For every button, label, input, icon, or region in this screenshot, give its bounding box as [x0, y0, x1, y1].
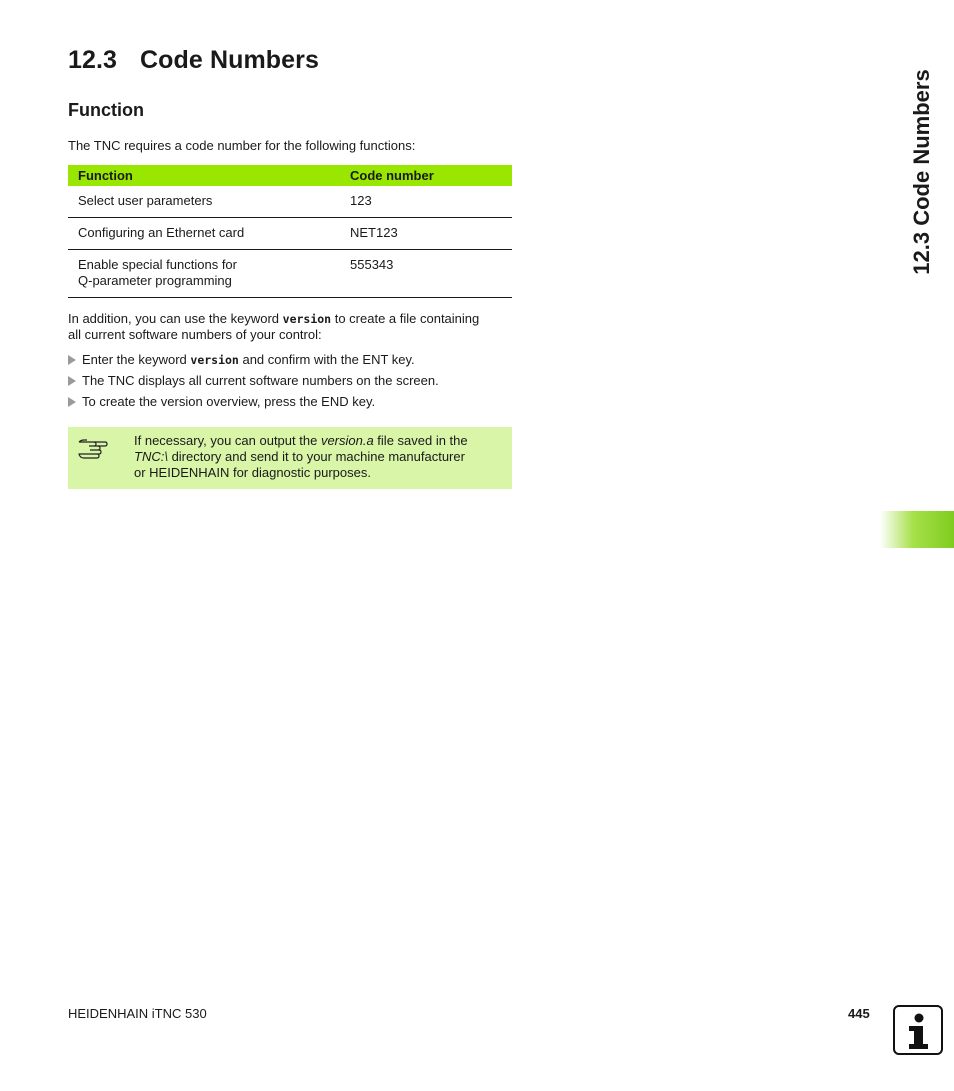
chapter-tab-marker: [880, 511, 954, 548]
paragraph-text: all current software numbers of your control:: [68, 327, 322, 342]
note-text-part: directory and send it to your machine manufacturer: [167, 449, 465, 464]
table-cell-code: 123: [340, 186, 512, 218]
keyword-version: version: [190, 353, 239, 367]
table-cell-code: 555343: [340, 250, 512, 298]
note-directory: TNC:\: [134, 449, 168, 464]
table-cell-code: NET123: [340, 218, 512, 250]
note-text-part: If necessary, you can output the: [134, 433, 321, 448]
table-cell-line: Enable special functions for: [78, 257, 237, 272]
paragraph-text: In addition, you can use the keyword: [68, 311, 283, 326]
step-item: [68, 351, 439, 372]
step-text: and confirm with the ENT key.: [238, 352, 415, 367]
pointing-hand-icon: [78, 437, 108, 459]
note-filename: version.a: [320, 433, 374, 448]
step-list: [68, 351, 439, 414]
chapter-number: 12.3: [68, 46, 118, 74]
table-header-code: Code number: [340, 165, 512, 186]
step-text: The TNC displays all current software numbers on the screen.: [82, 373, 439, 388]
intro-text: The TNC requires a code number for the following functions:: [68, 138, 416, 153]
table-row: [68, 250, 512, 298]
step-text: To create the version overview, press the END key.: [82, 394, 376, 409]
note-box: [68, 427, 512, 489]
chapter-title: [68, 46, 319, 75]
note-text: [134, 433, 504, 481]
table-cell-function: Configuring an Ethernet card: [68, 218, 340, 250]
table-cell-function: [68, 250, 340, 298]
info-glyph-icon: [895, 1007, 941, 1053]
table-row: [68, 186, 512, 218]
paragraph-text: to create a file containing: [331, 311, 480, 326]
version-paragraph: [68, 311, 514, 343]
step-item: [68, 372, 439, 393]
table-row: [68, 218, 512, 250]
chapter-title-text: Code Numbers: [140, 46, 320, 74]
keyword-version: version: [282, 312, 332, 326]
table-cell-line: Q-parameter programming: [78, 273, 232, 288]
info-icon: [893, 1005, 943, 1055]
table-header-row: [68, 165, 512, 186]
table-cell-function: Select user parameters: [68, 186, 340, 218]
triangle-bullet-icon: [68, 355, 76, 365]
step-item: [68, 393, 439, 414]
triangle-bullet-icon: [68, 397, 76, 407]
note-text-part: file saved in the: [373, 433, 468, 448]
table-header-function: Function: [68, 165, 340, 186]
note-text-part: or HEIDENHAIN for diagnostic purposes.: [134, 465, 371, 480]
triangle-bullet-icon: [68, 376, 76, 386]
code-number-table: [68, 165, 512, 298]
page-number: 445: [848, 1006, 870, 1021]
step-text: Enter the keyword: [82, 352, 191, 367]
section-title: Function: [68, 100, 144, 120]
footer-product: HEIDENHAIN iTNC 530: [68, 1006, 207, 1021]
side-running-heading: 12.3 Code Numbers: [909, 69, 934, 275]
